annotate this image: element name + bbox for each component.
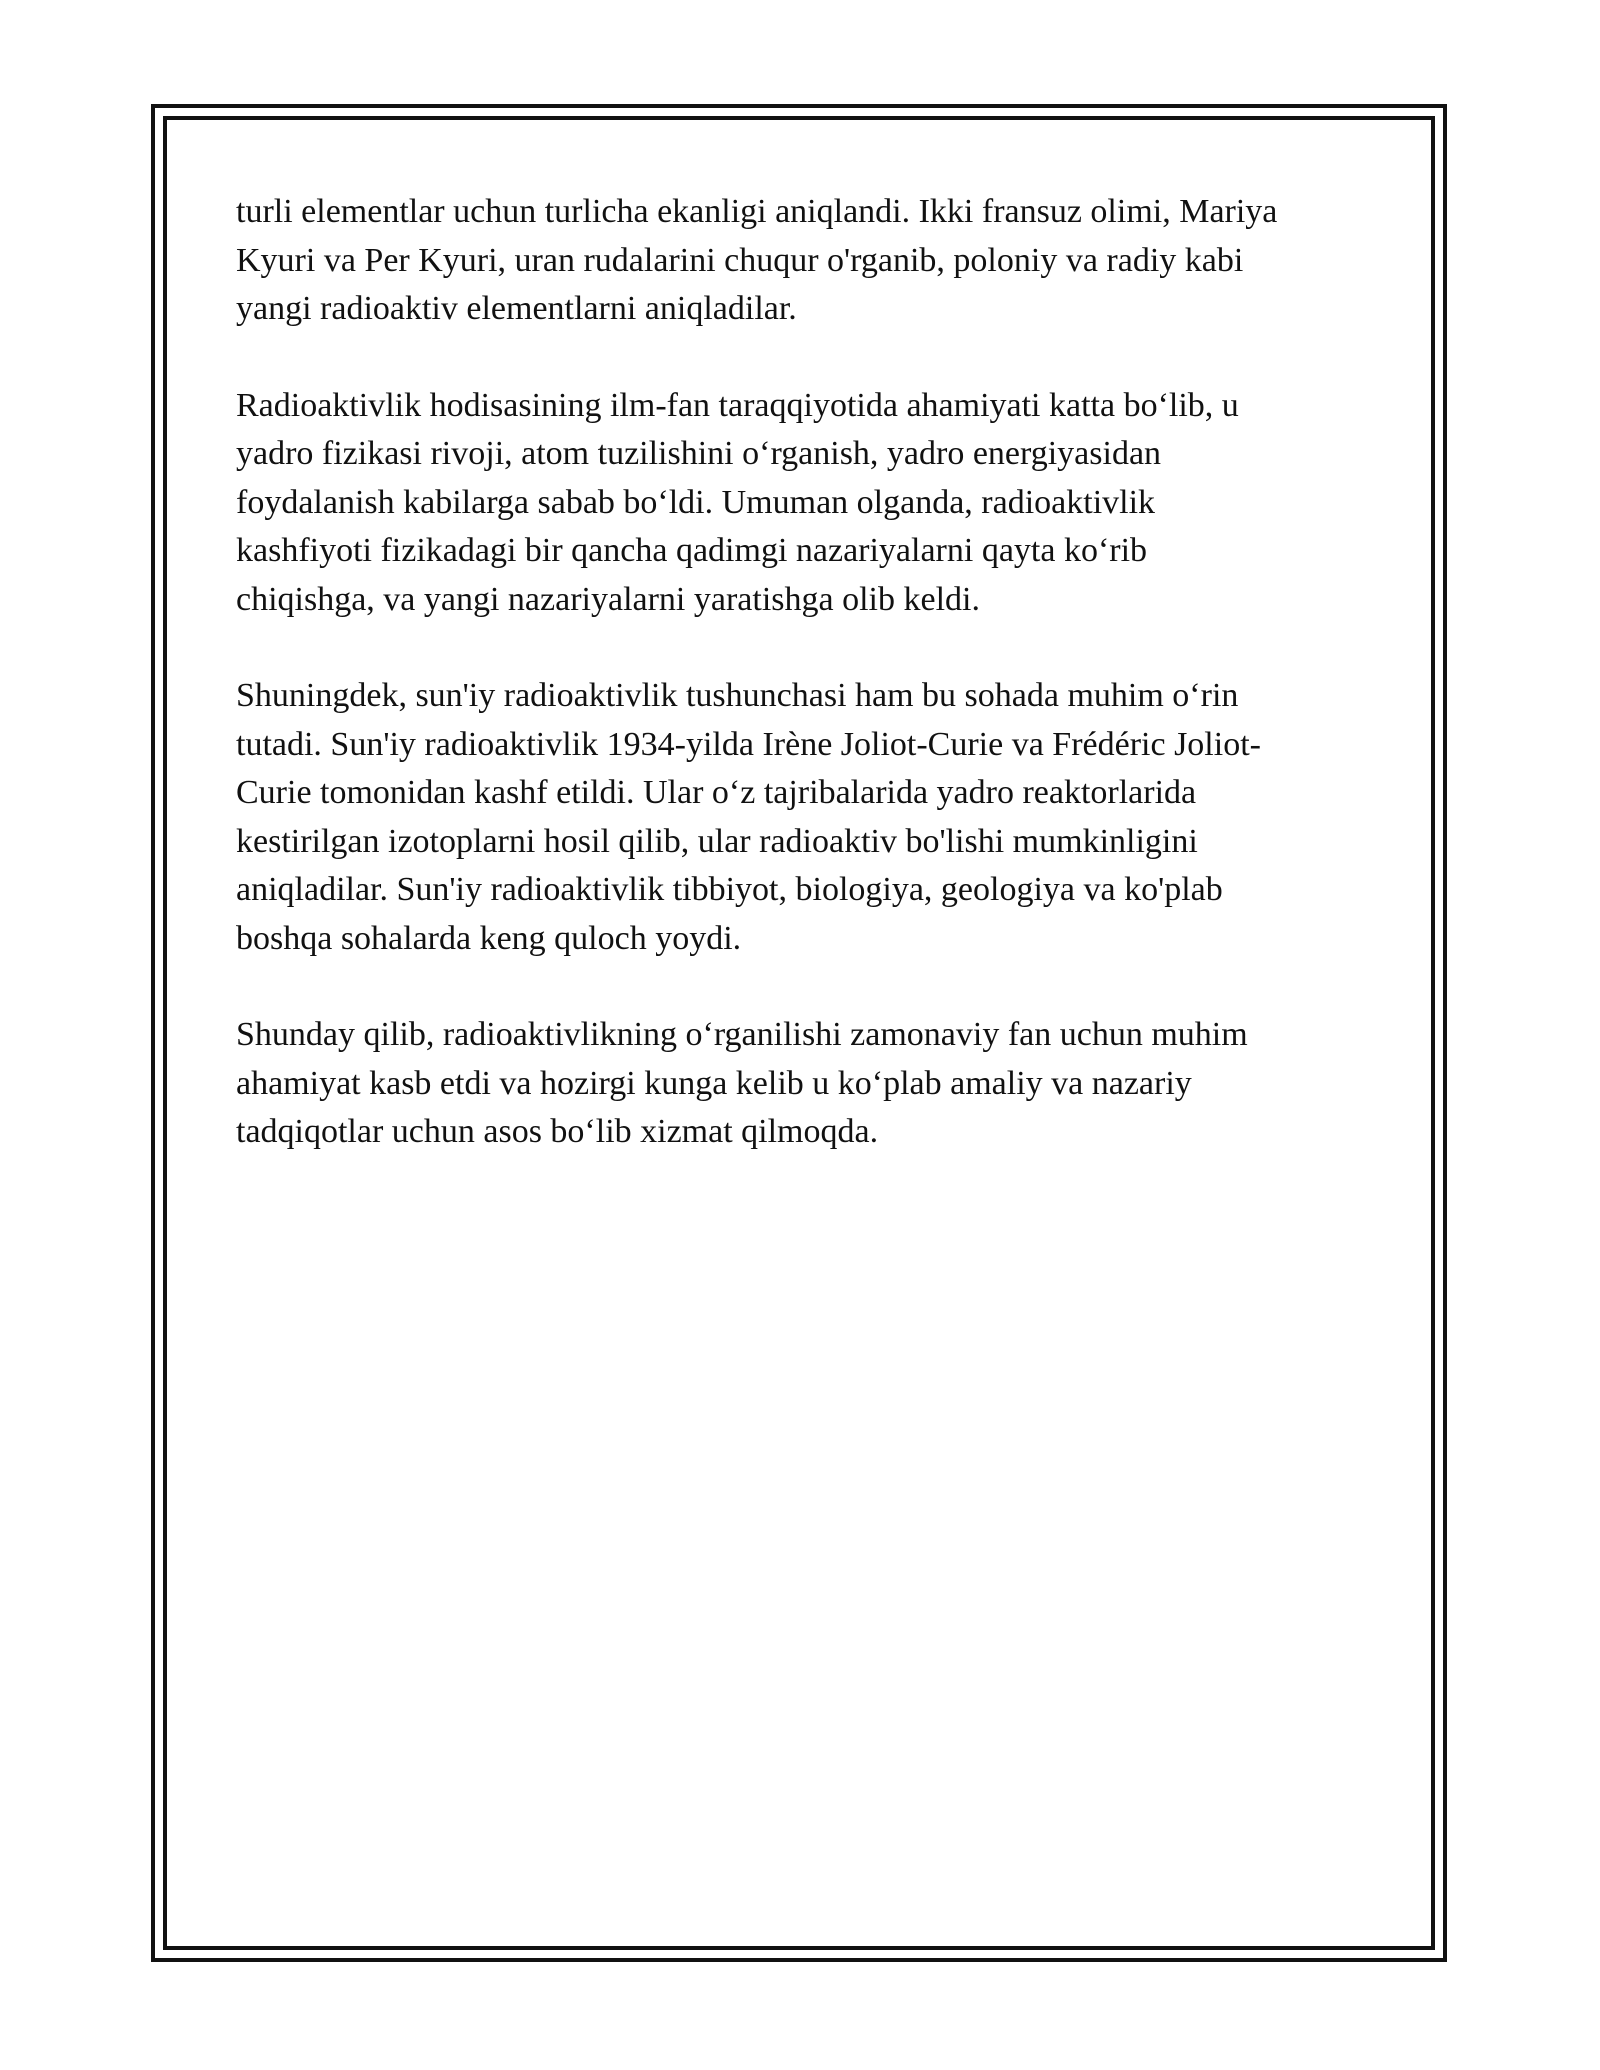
paragraph-2: Radioaktivlik hodisasining ilm-fan taraqqiyotida ahamiyati katta boʻlib, u yadro fizikasi rivoji, atom tuzilishini oʻrganish, yadro energiyasidan foydalanish kabilarga sabab boʻldi. Umuman olganda, radioaktivlik kashfiyoti fizikadagi bir qancha qadimgi nazariyalarni qayta koʻrib chiqishga, va yangi nazariyalarni yaratishga olib keldi.: [236, 386, 1239, 618]
document-body: [236, 188, 1366, 1205]
paragraph-3: Shuningdek, sun'iy radioaktivlik tushunchasi ham bu sohada muhim oʻrin tutadi. Sun'iy radioaktivlik 1934-yilda Irène Joliot-Curie va Frédéric Joliot- Curie tomonidan kashf etildi. Ular oʻz tajribalarida yadro reaktorlarida kestirilgan izotoplarni hosil qilib, ular radioaktiv bo'lishi mumkinligini aniqladilar. Sun'iy radioaktivlik tibbiyot, biologiya, geologiya va ko'plab boshqa sohalarda keng quloch yoydi.: [236, 677, 1261, 957]
paragraph-4: Shunday qilib, radioaktivlikning oʻrganilishi zamonaviy fan uchun muhim ahamiyat kasb etdi va hozirgi kunga kelib u koʻplab amaliy va nazariy tadqiqotlar uchun asos boʻlib xizmat qilmoqda.: [236, 1016, 1248, 1150]
paragraph-1: turli elementlar uchun turlicha ekanligi aniqlandi. Ikki fransuz olimi, Mariya Kyuri va Per Kyuri, uran rudalarini chuqur o'rganib, poloniy va radiy kabi yangi radioaktiv elementlarni aniqladilar.: [236, 193, 1278, 327]
